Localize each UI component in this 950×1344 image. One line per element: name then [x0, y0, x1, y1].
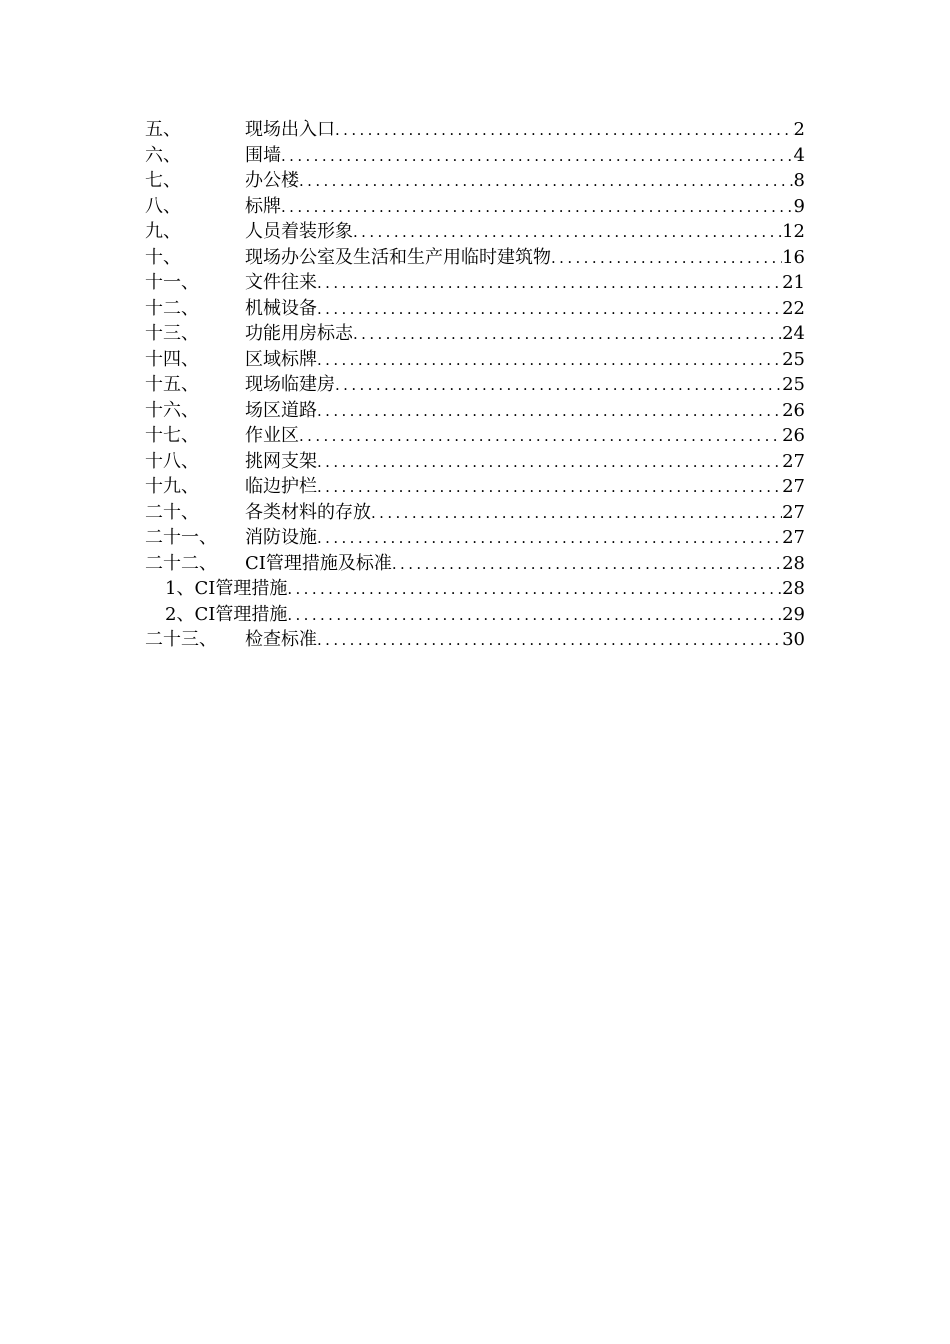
toc-subentry-22-1[interactable]	[145, 576, 805, 602]
toc-entry-16[interactable]	[145, 398, 805, 424]
toc-entry-14[interactable]	[145, 347, 805, 373]
toc-entry-title: 现场临建房	[245, 374, 335, 395]
toc-entry-title: CI管理措施及标准	[245, 552, 392, 574]
toc-entry-title: 人员着装形象	[245, 221, 353, 242]
toc-entry-title: 区域标牌	[245, 348, 317, 370]
toc-entry-number: 二十二、	[145, 552, 217, 574]
toc-entry-21[interactable]	[145, 525, 805, 551]
toc-entry-number: 十八、	[145, 450, 199, 472]
toc-page-number: 2	[793, 119, 805, 140]
toc-entry-5[interactable]	[145, 117, 805, 143]
toc-entry-number: 五、	[145, 119, 181, 140]
toc-page-number: 27	[782, 527, 805, 548]
toc-entry-19[interactable]	[145, 474, 805, 500]
toc-dot-leader	[353, 322, 782, 347]
toc-entry-title: 场区道路	[245, 399, 317, 421]
toc-page-number: 4	[793, 144, 805, 166]
toc-page-number: 9	[793, 195, 805, 217]
toc-entry-number: 十二、	[145, 297, 199, 319]
toc-entry-title: 现场办公室及生活和生产用临时建筑物	[245, 246, 551, 268]
toc-dot-leader	[551, 246, 782, 271]
toc-page-number: 26	[782, 425, 805, 446]
toc-entry-11[interactable]	[145, 270, 805, 296]
toc-entry-number: 八、	[145, 195, 181, 217]
toc-entry-number: 十六、	[145, 399, 199, 421]
toc-entry-number: 十九、	[145, 476, 199, 497]
toc-entry-9[interactable]	[145, 219, 805, 245]
toc-entry-number: 十七、	[145, 425, 199, 446]
toc-page-number: 27	[782, 476, 805, 497]
toc-entry-title: 办公楼	[245, 170, 299, 191]
toc-entry-number: 六、	[145, 144, 181, 166]
toc-entry-number: 七、	[145, 170, 181, 191]
toc-page-number: 28	[782, 552, 805, 574]
toc-entry-15[interactable]	[145, 372, 805, 398]
toc-entry-10[interactable]	[145, 245, 805, 271]
toc-entry-6[interactable]	[145, 143, 805, 169]
toc-entry-title: 文件往来	[245, 272, 317, 293]
toc-entry-number: 十三、	[145, 323, 199, 344]
toc-page-number: 27	[782, 450, 805, 472]
toc-dot-leader	[299, 169, 794, 194]
toc-dot-leader	[317, 271, 782, 296]
toc-entry-title: 检查标准	[245, 629, 317, 650]
table-of-contents	[145, 117, 805, 653]
toc-dot-leader	[281, 144, 794, 169]
toc-dot-leader	[335, 118, 794, 143]
toc-dot-leader	[317, 450, 782, 475]
toc-entry-number: 二十、	[145, 501, 199, 523]
toc-entry-number: 十、	[145, 246, 181, 268]
toc-page-number: 8	[793, 170, 805, 191]
toc-page-number: 16	[782, 246, 805, 268]
toc-entry-title: 机械设备	[245, 297, 317, 319]
toc-dot-leader	[281, 195, 794, 220]
toc-entry-18[interactable]	[145, 449, 805, 475]
toc-dot-leader	[287, 603, 782, 628]
toc-entry-23[interactable]	[145, 627, 805, 653]
toc-dot-leader	[392, 552, 782, 577]
toc-entry-number: 十五、	[145, 374, 199, 395]
toc-entry-7[interactable]	[145, 168, 805, 194]
toc-entry-title: 1、CI管理措施	[165, 578, 288, 599]
toc-entry-number: 二十三、	[145, 629, 217, 650]
toc-dot-leader	[371, 501, 782, 526]
toc-page-number: 25	[782, 374, 805, 395]
toc-entry-title: 消防设施	[245, 527, 317, 548]
toc-dot-leader	[287, 577, 782, 602]
toc-entry-13[interactable]	[145, 321, 805, 347]
toc-entry-number: 九、	[145, 221, 181, 242]
toc-page-number: 27	[782, 501, 805, 523]
toc-entry-number: 二十一、	[145, 527, 217, 548]
toc-page-number: 25	[782, 348, 805, 370]
toc-entry-number: 十一、	[145, 272, 199, 293]
toc-entry-22[interactable]	[145, 551, 805, 577]
toc-dot-leader	[299, 424, 782, 449]
toc-entry-title: 临边护栏	[245, 476, 317, 497]
toc-entry-title: 标牌	[245, 195, 281, 217]
toc-entry-17[interactable]	[145, 423, 805, 449]
toc-entry-title: 挑网支架	[245, 450, 317, 472]
toc-subentry-22-2[interactable]	[145, 602, 805, 628]
toc-dot-leader	[353, 220, 782, 245]
toc-entry-title: 2、CI管理措施	[165, 603, 288, 625]
toc-dot-leader	[317, 526, 782, 551]
toc-dot-leader	[335, 373, 782, 398]
toc-entry-12[interactable]	[145, 296, 805, 322]
toc-entry-20[interactable]	[145, 500, 805, 526]
toc-page-number: 21	[782, 272, 805, 293]
toc-dot-leader	[317, 297, 782, 322]
toc-dot-leader	[317, 628, 782, 653]
toc-dot-leader	[317, 475, 782, 500]
toc-page-number: 22	[782, 297, 805, 319]
toc-entry-title: 作业区	[245, 425, 299, 446]
toc-entry-title: 功能用房标志	[245, 323, 353, 344]
toc-entry-title: 围墙	[245, 144, 281, 166]
toc-page-number: 30	[782, 629, 805, 650]
toc-page-number: 26	[782, 399, 805, 421]
toc-dot-leader	[317, 399, 782, 424]
toc-entry-number: 十四、	[145, 348, 199, 370]
toc-entry-title: 各类材料的存放	[245, 501, 371, 523]
toc-page-number: 28	[782, 578, 805, 599]
toc-page-number: 24	[782, 323, 805, 344]
toc-entry-8[interactable]	[145, 194, 805, 220]
toc-entry-title: 现场出入口	[245, 119, 335, 140]
toc-page-number: 29	[782, 603, 805, 625]
toc-page-number: 12	[782, 221, 805, 242]
toc-dot-leader	[317, 348, 782, 373]
